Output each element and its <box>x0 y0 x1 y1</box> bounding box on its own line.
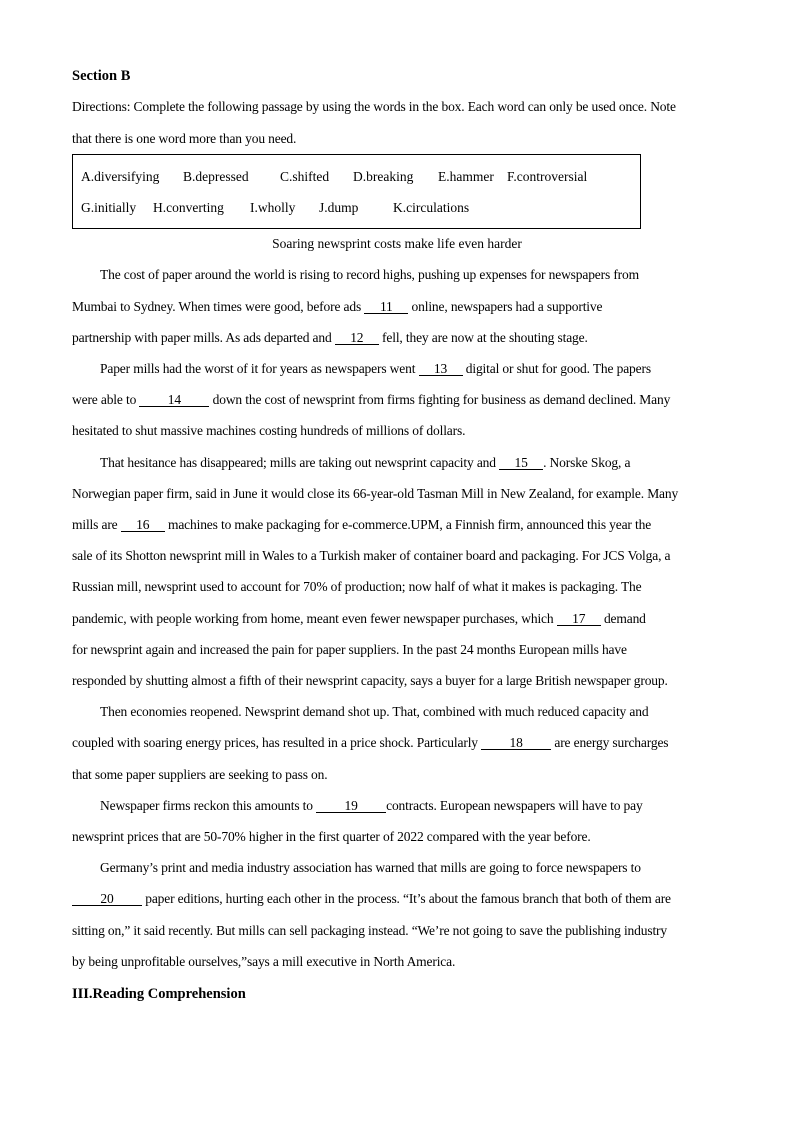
blank-14[interactable]: 14 <box>139 393 209 407</box>
blank-20[interactable]: 20 <box>72 892 142 906</box>
text: demand <box>600 611 646 626</box>
blank-12[interactable]: 12 <box>335 331 379 345</box>
blank-19[interactable]: 19 <box>316 799 386 813</box>
text: are energy surcharges <box>551 735 669 750</box>
paragraph-3-line-6 <box>72 611 646 627</box>
option-k: K.circulations <box>393 200 470 215</box>
paragraph-3-line-8: responded by shutting almost a fifth of their newsprint capacity, says a buyer for a large British newspaper group. <box>72 673 668 688</box>
text: Paper mills had the worst of it for years as newspapers went <box>100 361 419 376</box>
paragraph-4-line-3: that some paper suppliers are seeking to pass on. <box>72 767 328 782</box>
blank-15[interactable]: 15 <box>499 456 543 470</box>
text: digital or shut for good. The papers <box>462 361 651 376</box>
text: fell, they are now at the shouting stage. <box>378 330 588 345</box>
paragraph-2-line-1 <box>100 361 651 377</box>
text: pandemic, with people working from home, meant even fewer newspaper purchases, which <box>72 611 557 626</box>
directions-line-1: Directions: Complete the following passage by using the words in the box. Each word can only be used once. Note <box>72 99 676 114</box>
paragraph-3-line-7: for newsprint again and increased the pain for paper suppliers. In the past 24 months European mills have <box>72 642 627 657</box>
paragraph-3-line-2: Norwegian paper firm, said in June it would close its 66-year-old Tasman Mill in New Zealand, for example. Many <box>72 486 679 501</box>
text: were able to <box>72 392 140 407</box>
reading-comprehension-heading: III.Reading Comprehension <box>72 986 246 1002</box>
word-box <box>72 154 641 229</box>
blank-18[interactable]: 18 <box>481 736 551 750</box>
paragraph-5-line-2: newsprint prices that are 50-70% higher in the first quarter of 2022 compared with the year before. <box>72 829 591 844</box>
text: . Norske Skog, a <box>543 455 631 470</box>
paragraph-1-line-1: The cost of paper around the world is rising to record highs, pushing up expenses for newspapers from <box>100 267 639 282</box>
option-c: C.shifted <box>280 169 330 184</box>
text: contracts. European newspapers will have to pay <box>386 798 643 813</box>
option-b: B.depressed <box>183 169 249 184</box>
text: partnership with paper mills. As ads departed and <box>72 330 335 345</box>
paragraph-6-line-4: by being unprofitable ourselves,”says a mill executive in North America. <box>72 954 456 969</box>
option-a: A.diversifying <box>81 169 160 184</box>
paragraph-3-line-5: Russian mill, newsprint used to account for 70% of production; now half of what it makes is packaging. The <box>72 579 642 594</box>
text: mills are <box>72 517 121 532</box>
paragraph-3-line-4: sale of its Shotton newsprint mill in Wales to a Turkish maker of container board and packaging. For JCS Volga, a <box>72 548 671 563</box>
paragraph-2-line-2 <box>72 392 670 408</box>
paragraph-1-line-2 <box>72 299 602 315</box>
text: paper editions, hurting each other in the process. “It’s about the famous branch that both of them are <box>142 891 671 906</box>
paragraph-6-line-2 <box>72 891 671 907</box>
option-f: F.controversial <box>507 169 588 184</box>
paragraph-1-line-3 <box>72 330 588 346</box>
paragraph-6-line-1: Germany’s print and media industry association has warned that mills are going to force newspapers to <box>100 860 641 875</box>
section-title: Section B <box>72 68 131 84</box>
option-d: D.breaking <box>353 169 414 184</box>
directions-line-2: that there is one word more than you need. <box>72 131 297 146</box>
paragraph-4-line-2 <box>72 735 668 751</box>
paragraph-2-line-3: hesitated to shut massive machines costing hundreds of millions of dollars. <box>72 423 466 438</box>
blank-16[interactable]: 16 <box>121 518 165 532</box>
text: coupled with soaring energy prices, has resulted in a price shock. Particularly <box>72 735 482 750</box>
blank-13[interactable]: 13 <box>419 362 463 376</box>
option-j: J.dump <box>319 200 359 215</box>
option-h: H.converting <box>153 200 224 215</box>
text: down the cost of newsprint from firms fighting for business as demand declined. Many <box>209 392 671 407</box>
passage-title: Soaring newsprint costs make life even harder <box>272 236 522 251</box>
paragraph-3-line-1 <box>100 455 630 471</box>
paragraph-6-line-3: sitting on,” it said recently. But mills can sell packaging instead. “We’re not going to save the publishing industry <box>72 923 667 938</box>
paragraph-3-line-3 <box>72 517 651 533</box>
option-g: G.initially <box>81 200 137 215</box>
text: Newspaper firms reckon this amounts to <box>100 798 317 813</box>
paragraph-5-line-1 <box>100 798 643 814</box>
text: Mumbai to Sydney. When times were good, before ads <box>72 299 365 314</box>
paragraph-4-line-1: Then economies reopened. Newsprint demand shot up. That, combined with much reduced capacity and <box>100 704 649 719</box>
option-i: I.wholly <box>250 200 296 215</box>
blank-11[interactable]: 11 <box>364 300 408 314</box>
option-e: E.hammer <box>438 169 494 184</box>
text: online, newspapers had a supportive <box>408 299 603 314</box>
text: machines to make packaging for e-commerce.UPM, a Finnish firm, announced this year the <box>164 517 652 532</box>
text: That hesitance has disappeared; mills are taking out newsprint capacity and <box>100 455 500 470</box>
blank-17[interactable]: 17 <box>557 612 601 626</box>
